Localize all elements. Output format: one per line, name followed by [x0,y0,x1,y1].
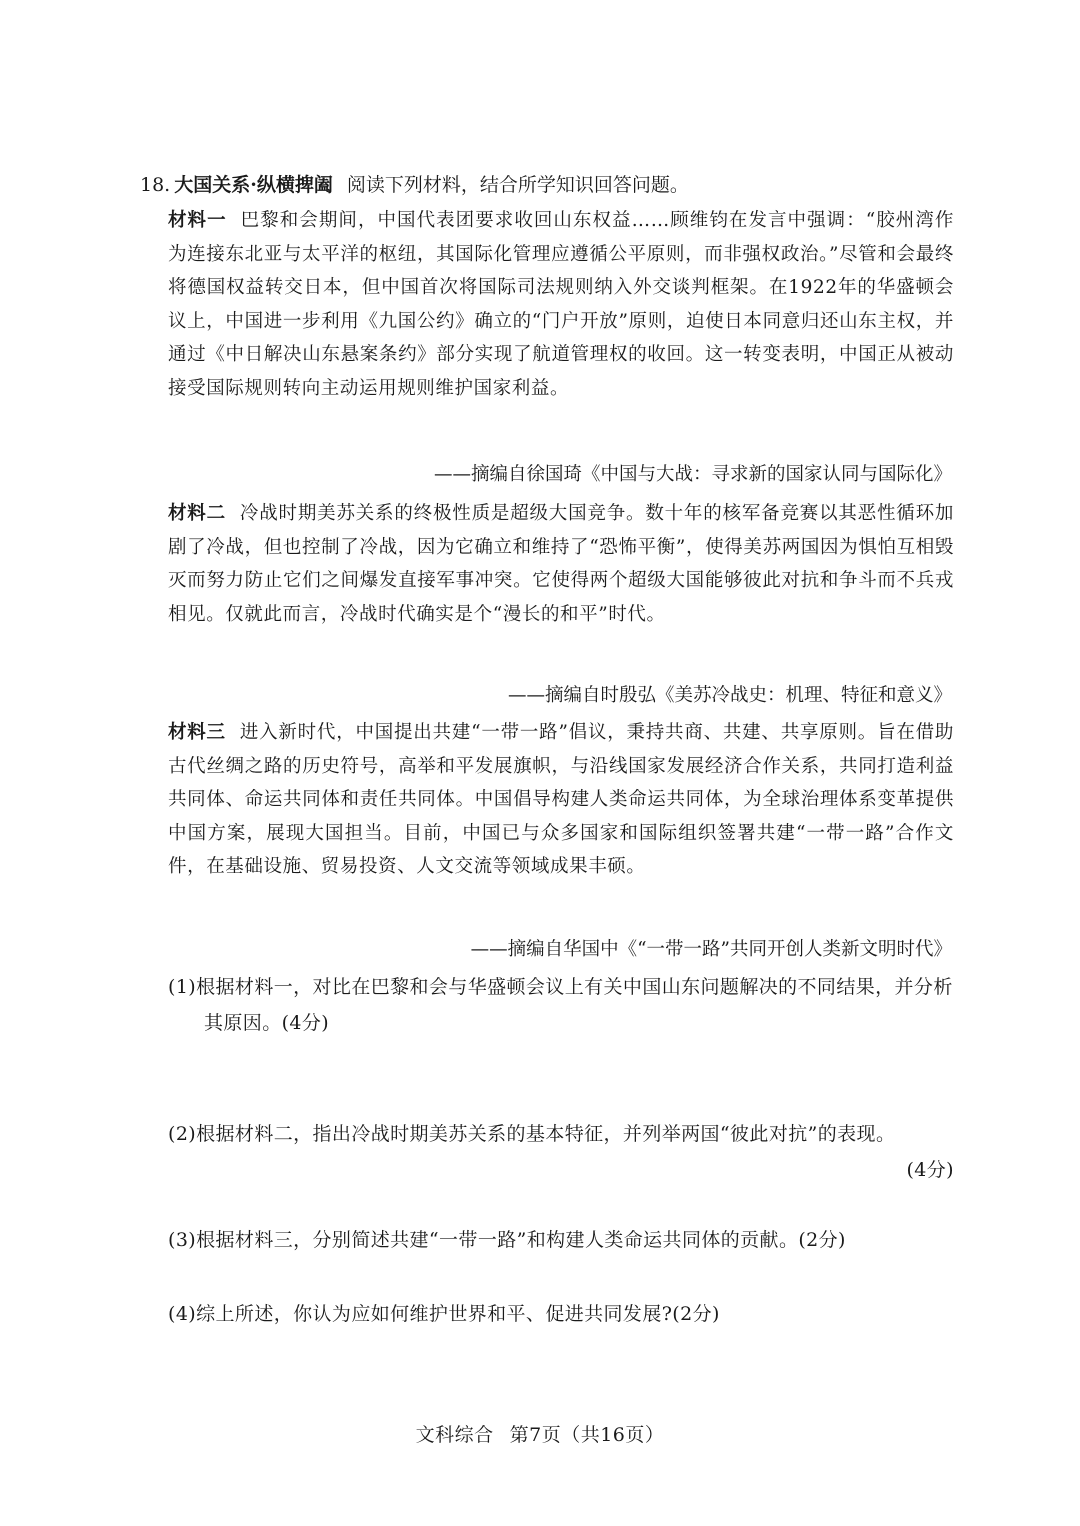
material-label: 材料三 [168,722,226,743]
question-header [140,170,960,200]
subquestion-1 [168,969,954,1041]
material-text: 进入新时代，中国提出共建“一带一路”倡议，秉持共商、共建、共享原则。旨在借助古代丝绸之路的历史符号，高举和平发展旗帜，与沿线国家发展经济合作关系，共同打造利益共同体、命运共同体和责任共同体。中国倡导构建人类命运共同体，为全球治理体系变革提供中国方案，展现大国担当。目前，中国已与众多国家和国际组织签署共建“一带一路”合作文件，在基础设施、贸易投资、人文交流等领域成果丰硕。 [168,722,954,877]
subquestion-score: (4分) [906,1159,954,1181]
subquestion-2 [168,1116,954,1188]
footer-page-number: 第7页（共16页） [509,1424,665,1446]
subquestion-text: (2)根据材料二，指出冷战时期美苏关系的基本特征，并列举两国“彼此对抗”的表现。 [168,1123,896,1145]
subquestion-text: (4)综上所述，你认为应如何维护世界和平、促进共同发展?(2分) [168,1303,720,1325]
material-label: 材料一 [168,210,227,231]
page-footer [0,1420,1080,1450]
question-number: 18. [140,174,171,196]
material-3-source: ——摘编自华国中《“一带一路”共同开创人类新文明时代》 [470,939,952,960]
footer-subject: 文科综合 [415,1424,494,1446]
material-2 [168,497,954,631]
question-instruction: 阅读下列材料，结合所学知识回答问题。 [346,174,689,196]
material-text: 冷战时期美苏关系的终极性质是超级大国竞争。数十年的核军备竞赛以其恶性循环加剧了冷战，但也控制了冷战，因为它确立和维持了“恐怖平衡”，使得美苏两国因为惧怕互相毁灭而努力防止它们之间爆发直接军事冲突。它使得两个超级大国能够彼此对抗和争斗而不兵戎相见。仅就此而言，冷战时代确实是个“漫长的和平”时代。 [168,503,954,625]
material-2-source: ——摘编自时殷弘《美苏冷战史：机理、特征和意义》 [507,685,952,706]
material-3 [168,716,954,884]
question-tag: 大国关系·纵横捭阖 [174,174,333,196]
subquestion-3 [168,1222,954,1258]
material-1-source: ——摘编自徐国琦《中国与大战：寻求新的国家认同与国际化》 [433,464,952,485]
subquestion-text: (1)根据材料一，对比在巴黎和会与华盛顿会议上有关中国山东问题解决的不同结果，并分析其原因。(4分) [168,976,953,1034]
material-1 [168,204,954,405]
material-label: 材料二 [168,503,226,524]
subquestion-text: (3)根据材料三，分别简述共建“一带一路”和构建人类命运共同体的贡献。(2分) [168,1229,846,1251]
material-text: 巴黎和会期间，中国代表团要求收回山东权益……顾维钧在发言中强调：“胶州湾作为连接东北亚与太平洋的枢纽，其国际化管理应遵循公平原则，而非强权政治。”尽管和会最终将德国权益转交日本，但中国首次将国际司法规则纳入外交谈判框架。在1922年的华盛顿会议上，中国进一步利用《九国公约》确立的“门户开放”原则，迫使日本同意归还山东主权，并通过《中日解决山东悬案条约》部分实现了航道管理权的收回。这一转变表明，中国正从被动接受国际规则转向主动运用规则维护国家利益。 [168,210,954,399]
subquestion-4 [168,1296,954,1332]
